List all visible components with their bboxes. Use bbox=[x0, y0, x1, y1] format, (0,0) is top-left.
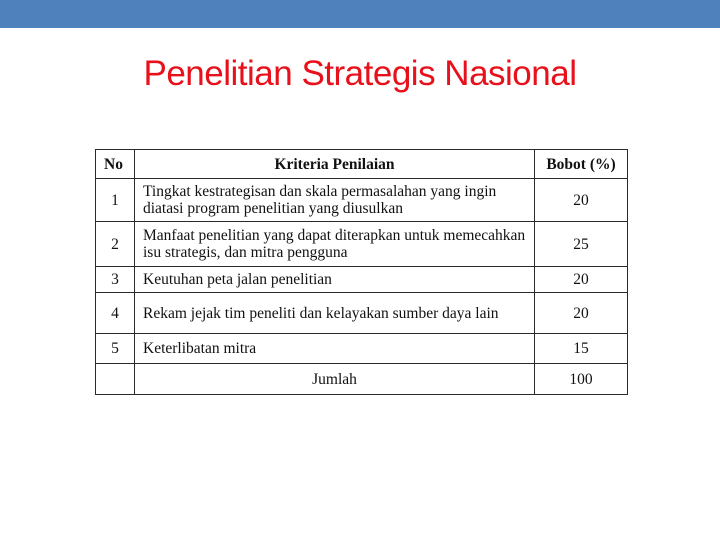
total-label: Jumlah bbox=[135, 364, 535, 395]
row-criteria: Keutuhan peta jalan penelitian bbox=[135, 267, 535, 293]
header-criteria: Kriteria Penilaian bbox=[135, 150, 535, 179]
table-row bbox=[96, 267, 628, 293]
header-no: No bbox=[96, 150, 135, 179]
row-criteria: Manfaat penelitian yang dapat diterapkan untuk memecahkan isu strategis, dan mitra pengguna bbox=[135, 222, 535, 267]
row-no: 1 bbox=[96, 179, 135, 222]
top-accent-bar bbox=[0, 0, 720, 28]
row-weight: 25 bbox=[535, 222, 628, 267]
criteria-table bbox=[95, 149, 628, 395]
slide-title: Penelitian Strategis Nasional bbox=[143, 54, 577, 93]
total-empty-cell bbox=[96, 364, 135, 395]
table-total-row bbox=[96, 364, 628, 395]
row-no: 4 bbox=[96, 293, 135, 334]
table-row bbox=[96, 222, 628, 267]
total-weight: 100 bbox=[535, 364, 628, 395]
row-criteria: Tingkat kestrategisan dan skala permasalahan yang ingin diatasi program penelitian yang diusulkan bbox=[135, 179, 535, 222]
table-row bbox=[96, 179, 628, 222]
header-weight: Bobot (%) bbox=[535, 150, 628, 179]
row-weight: 20 bbox=[535, 267, 628, 293]
row-weight: 20 bbox=[535, 293, 628, 334]
row-weight: 20 bbox=[535, 179, 628, 222]
row-no: 2 bbox=[96, 222, 135, 267]
row-no: 3 bbox=[96, 267, 135, 293]
table-row bbox=[96, 334, 628, 364]
row-weight: 15 bbox=[535, 334, 628, 364]
table-header-row bbox=[96, 150, 628, 179]
table-row bbox=[96, 293, 628, 334]
row-criteria: Keterlibatan mitra bbox=[135, 334, 535, 364]
row-criteria: Rekam jejak tim peneliti dan kelayakan sumber daya lain bbox=[135, 293, 535, 334]
row-no: 5 bbox=[96, 334, 135, 364]
